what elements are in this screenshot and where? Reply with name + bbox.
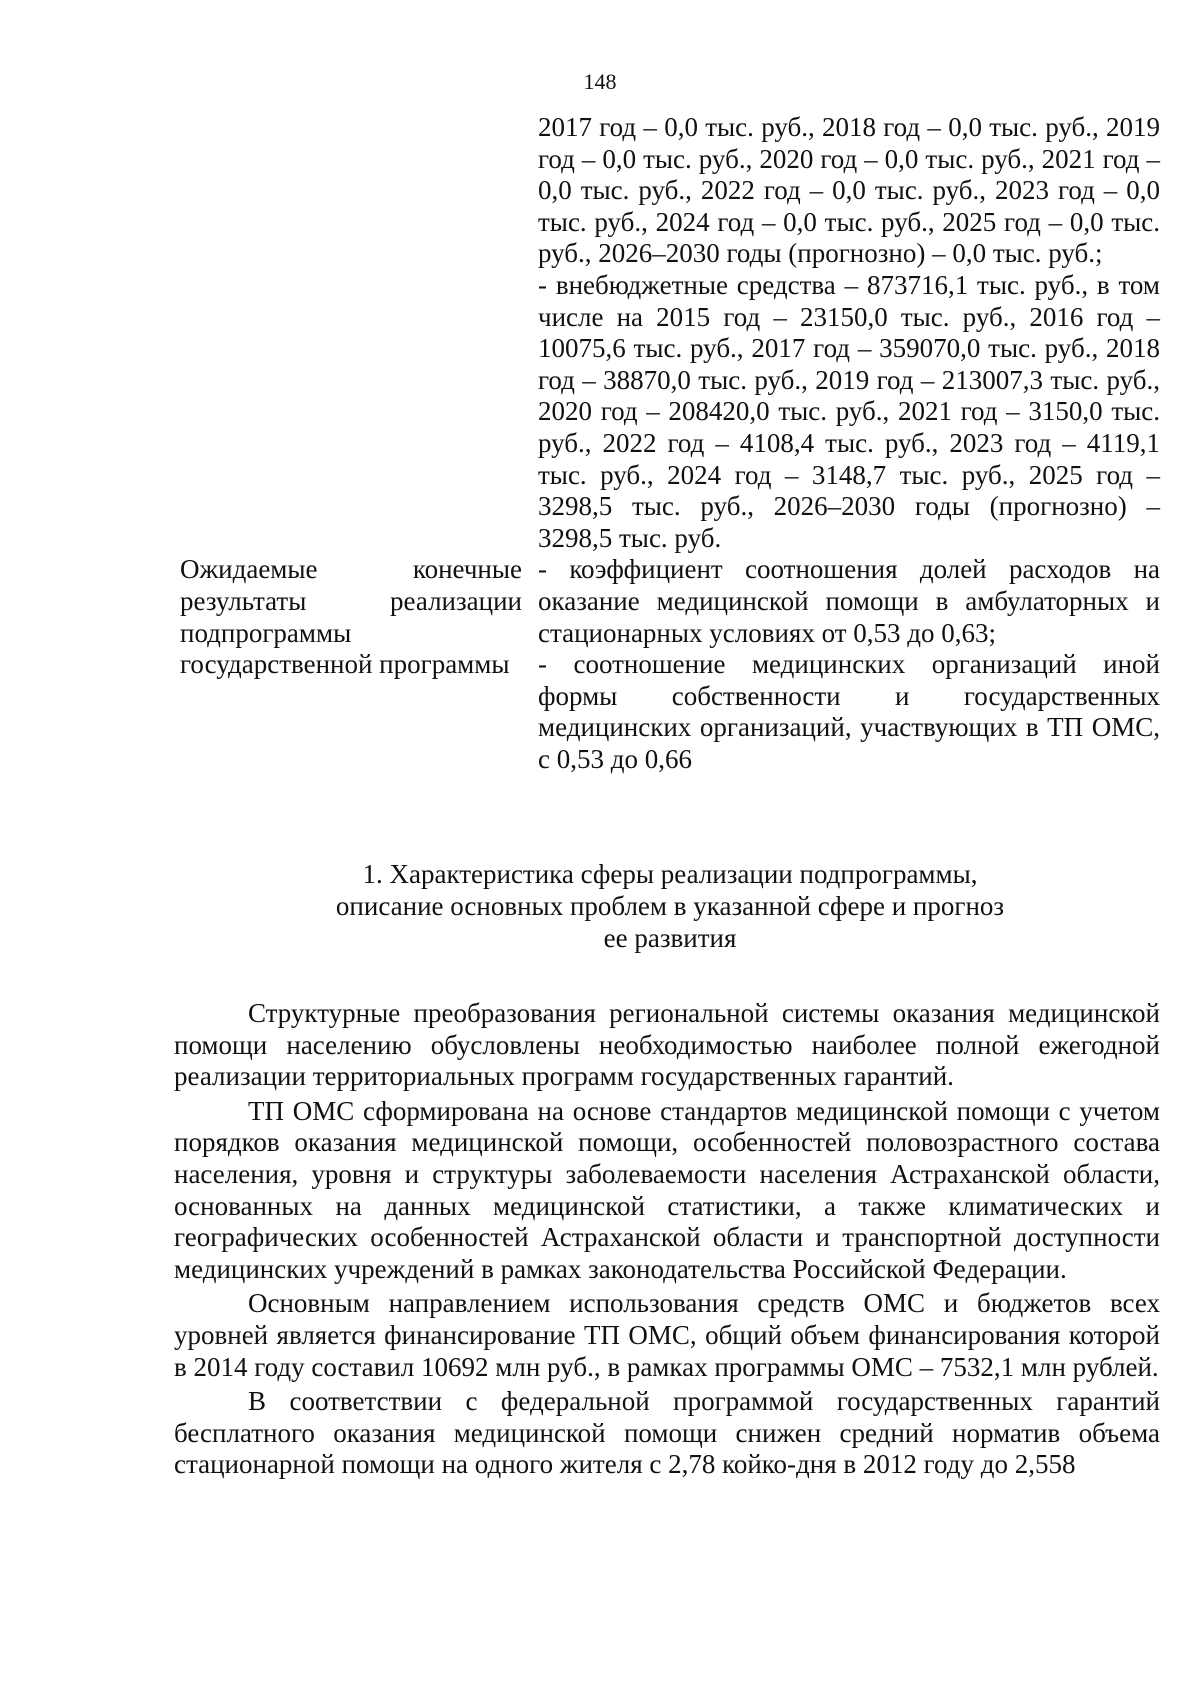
funding-row	[180, 112, 1160, 554]
expected-result-item: - коэффициент соотношения долей расходов на оказание медицинской помощи в амбулаторных и стационарных условиях от 0,53 до 0,63;	[538, 554, 1160, 648]
section-heading-line: описание основных проблем в указанной сфере и прогноз	[335, 891, 1005, 921]
expected-results-label: Ожидаемые конечные результаты реализации подпрограммы государственной программы	[180, 554, 522, 680]
expected-results-cell	[538, 554, 1160, 775]
body-text	[174, 998, 1160, 1484]
funding-value-cell	[538, 112, 1160, 554]
funding-continuation-text: 2017 год – 0,0 тыс. руб., 2018 год – 0,0 тыс. руб., 2019 год – 0,0 тыс. руб., 2020 год – 0,0 тыс. руб., 2021 год – 0,0 тыс. руб., 2022 год – 0,0 тыс. руб., 2023 год – 0,0 тыс. руб., 2024 год – 0,0 тыс. руб., 2025 год – 0,0 тыс. руб., 2026–2030 годы (прогнозно) – 0,0 тыс. руб.;	[538, 112, 1160, 269]
body-paragraph: ТП ОМС сформирована на основе стандартов медицинской помощи с учетом порядков оказания медицинской помощи, особенностей половозрастного состава населения, уровня и структуры заболеваемости населения Астраханской области, основанных на данных медицинской статистики, а также климатических и географических особенностей Астраханской области и транспортной доступности медицинских учреждений в рамках законодательства Российской Федерации.	[174, 1095, 1160, 1284]
page-number: 148	[583, 69, 617, 94]
expected-result-item: - соотношение медицинских организаций иной формы собственности и государственных медицинских организаций, участвующих в ТП ОМС, с 0,53 до 0,66	[538, 649, 1160, 774]
body-paragraph: Основным направлением использования средств ОМС и бюджетов всех уровней является финансирование ТП ОМС, общий объем финансирования которой в 2014 году составил 10692 млн руб., в рамках программы ОМС – 7532,1 млн рублей.	[174, 1288, 1160, 1382]
body-paragraph: Структурные преобразования региональной системы оказания медицинской помощи населению обусловлены необходимостью наиболее полной ежегодной реализации территориальных программ государственных гарантий.	[174, 998, 1160, 1092]
expected-results-row	[180, 554, 1160, 775]
funding-label-cell	[180, 112, 522, 554]
section-heading-line: ее развития	[603, 923, 737, 953]
offbudget-funds-text: - внебюджетные средства – 873716,1 тыс. руб., в том числе на 2015 год – 23150,0 тыс. руб., 2016 год – 10075,6 тыс. руб., 2017 год – 359070,0 тыс. руб., 2018 год – 38870,0 тыс. руб., 2019 год – 213007,3 тыс. руб., 2020 год – 208420,0 тыс. руб., 2021 год – 3150,0 тыс. руб., 2022 год – 4108,4 тыс. руб., 2023 год – 4119,1 тыс. руб., 2024 год – 3148,7 тыс. руб., 2025 год – 3298,5 тыс. руб., 2026–2030 годы (прогнозно) – 3298,5 тыс. руб.	[538, 269, 1160, 553]
body-paragraph: В соответствии с федеральной программой государственных гарантий бесплатного оказания медицинской помощи снижен средний норматив объема стационарной помощи на одного жителя с 2,78 койко-дня в 2012 году до 2,558	[174, 1386, 1160, 1480]
section-heading-line: 1. Характеристика сферы реализации подпрограммы,	[362, 859, 978, 889]
section-heading	[180, 858, 1160, 954]
passport-table	[180, 112, 1160, 775]
